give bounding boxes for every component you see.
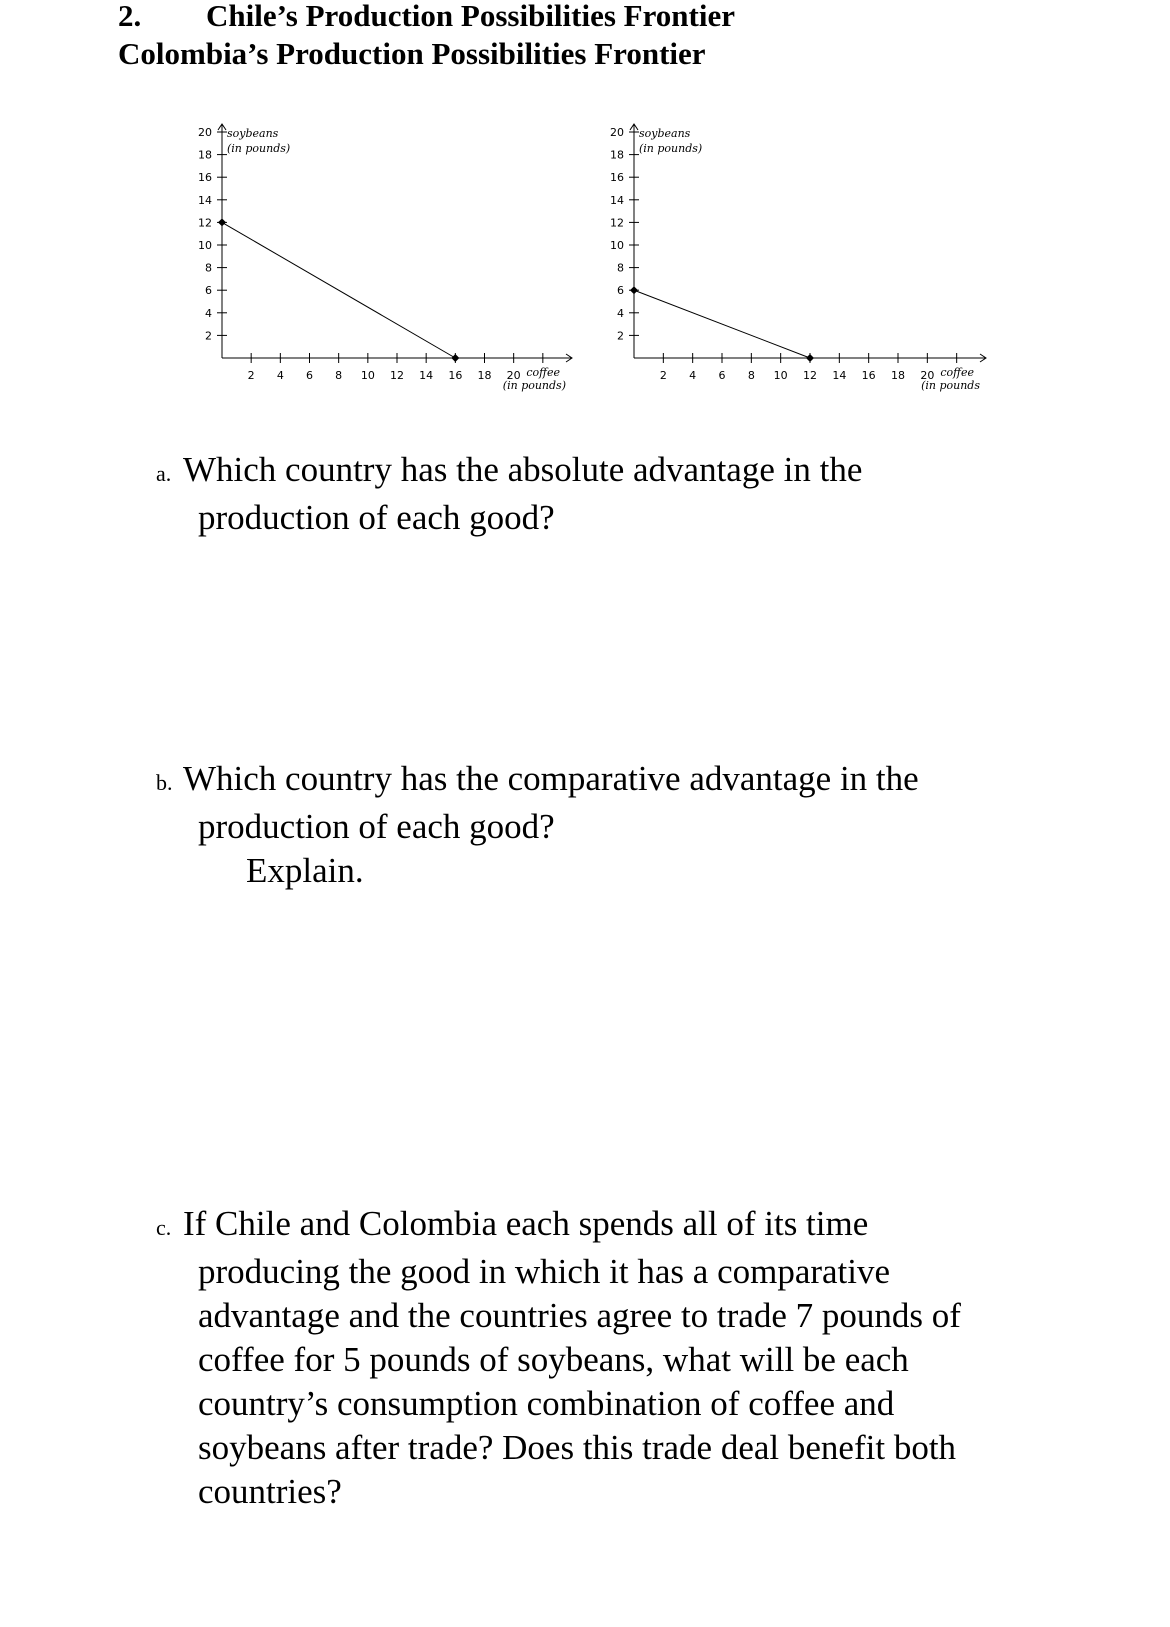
ppf-point [630, 286, 638, 294]
y-tick-label: 8 [205, 261, 212, 275]
header-title-line1: Chile’s Production Possibilities Frontier [206, 0, 735, 33]
question-b-line3: Explain. [246, 851, 364, 890]
x-tick-label: 10 [773, 369, 788, 382]
x-axis-unit: (in pounds [921, 379, 980, 392]
x-tick-label: 16 [448, 369, 463, 382]
x-tick-label: 14 [832, 369, 847, 382]
x-tick-label: 20 [920, 369, 935, 382]
x-tick-label: 10 [360, 369, 375, 382]
x-tick-label: 12 [803, 369, 817, 382]
x-tick-label: 14 [419, 369, 434, 382]
x-tick-label: 2 [659, 369, 667, 382]
header-title-line2: Colombia’s Production Possibilities Frontier [118, 36, 706, 71]
x-tick-label: 16 [861, 369, 876, 382]
x-tick-label: 12 [390, 369, 404, 382]
x-axis-title: coffee [940, 366, 974, 379]
y-tick-label: 10 [610, 239, 624, 252]
y-tick-label: 2 [617, 329, 624, 343]
y-tick-label: 12 [610, 216, 624, 230]
y-tick-label: 18 [610, 148, 624, 162]
x-tick-label: 18 [891, 369, 905, 382]
y-tick-label: 20 [610, 126, 624, 139]
question-c-line6: soybeans after trade? Does this trade deal benefit both [198, 1428, 957, 1467]
problem-number: 2. [118, 0, 142, 33]
y-tick-label: 16 [610, 171, 624, 185]
x-tick-label: 20 [506, 369, 521, 382]
y-tick-label: 20 [198, 126, 212, 139]
y-axis-title: soybeans [639, 127, 691, 140]
x-tick-label: 2 [247, 369, 255, 382]
y-tick-label: 14 [198, 193, 212, 207]
question-b [156, 757, 919, 893]
chart-svg [0, 0, 1170, 420]
question-c-line4: coffee for 5 pounds of soybeans, what will be each [198, 1340, 909, 1379]
y-axis-title: soybeans [227, 127, 279, 140]
y-tick-label: 4 [617, 306, 624, 320]
question-c-line7: countries? [198, 1472, 342, 1511]
question-b-line2: production of each good? [198, 807, 555, 846]
y-tick-label: 2 [205, 329, 212, 343]
y-tick-label: 4 [205, 306, 212, 320]
question-a [156, 448, 862, 540]
y-axis-unit: (in pounds) [639, 142, 703, 155]
y-tick-label: 6 [205, 284, 212, 298]
question-b-label: b. [156, 770, 173, 795]
x-tick-label: 8 [335, 369, 343, 382]
question-a-line1: Which country has the absolute advantage in the [183, 450, 863, 489]
question-a-line2: production of each good? [198, 498, 555, 537]
question-a-label: a. [156, 461, 172, 486]
x-tick-label: 6 [306, 369, 313, 382]
ppf-point [806, 354, 814, 362]
question-c-line3: advantage and the countries agree to trade 7 pounds of [198, 1296, 961, 1335]
question-c [156, 1202, 961, 1514]
question-c-line1: If Chile and Colombia each spends all of its time [183, 1204, 869, 1243]
y-tick-label: 10 [198, 239, 212, 252]
x-tick-label: 4 [276, 369, 284, 382]
question-c-line2: producing the good in which it has a comparative [198, 1252, 891, 1291]
question-c-label: c. [156, 1215, 172, 1240]
x-axis-title: coffee [526, 366, 560, 379]
y-tick-label: 8 [617, 261, 624, 275]
y-tick-label: 12 [198, 216, 212, 230]
y-tick-label: 16 [198, 171, 212, 185]
y-axis-unit: (in pounds) [227, 142, 291, 155]
ppf-line [634, 290, 810, 358]
y-tick-label: 18 [198, 148, 212, 162]
y-tick-label: 6 [617, 284, 624, 298]
colombia-ppf-chart [0, 0, 1170, 420]
y-tick-label: 14 [610, 193, 624, 207]
question-c-line5: country’s consumption combination of coffee and [198, 1384, 895, 1423]
question-b-line1: Which country has the comparative advantage in the [183, 759, 919, 798]
x-tick-label: 18 [477, 369, 492, 382]
x-tick-label: 8 [747, 369, 755, 382]
x-tick-label: 6 [718, 369, 726, 382]
x-axis-unit: (in pounds) [502, 379, 566, 392]
x-tick-label: 4 [689, 369, 697, 382]
